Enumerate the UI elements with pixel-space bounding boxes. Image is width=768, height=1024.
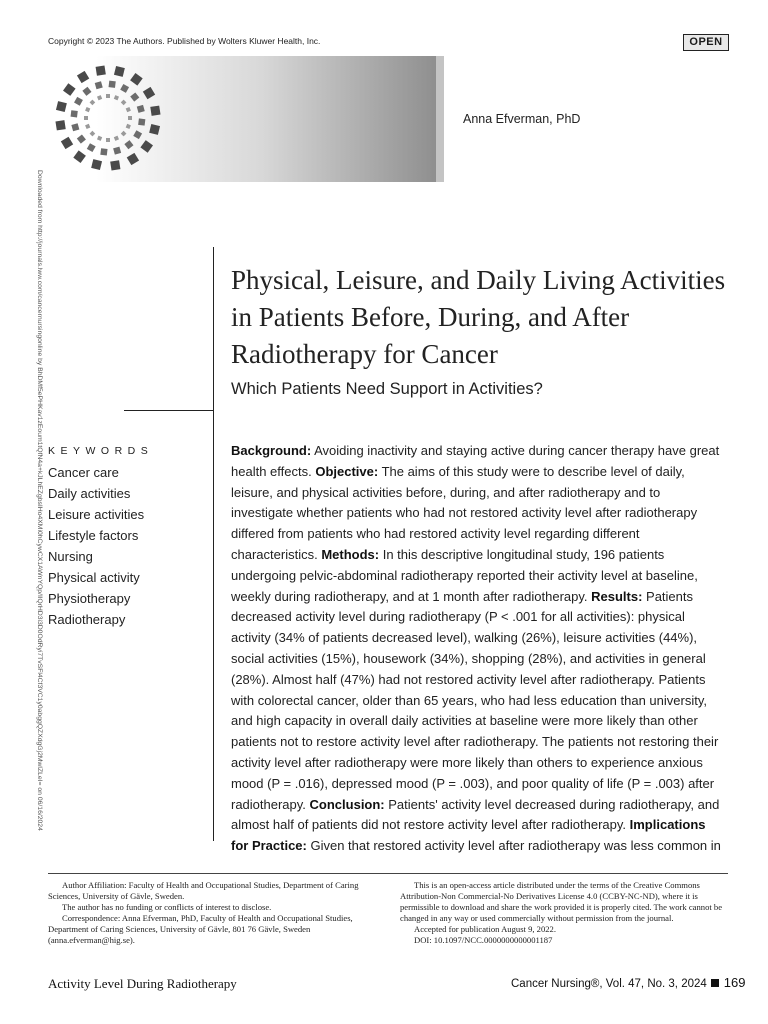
open-access-badge: OPEN	[683, 34, 729, 51]
logo-square	[110, 160, 120, 170]
journal-citation	[511, 975, 745, 990]
logo-square	[127, 153, 139, 165]
background-text: Avoiding inactivity and staying active during cancer therapy have great health effects.	[231, 443, 720, 479]
logo-square	[61, 137, 73, 149]
title-line: in Patients Before, During, and After	[231, 302, 630, 332]
logo-square	[84, 116, 88, 120]
conclusion-label: Conclusion:	[309, 796, 385, 812]
logo-square	[90, 100, 96, 106]
implications-text: Given that restored activity level after radiotherapy was less common in	[306, 838, 721, 854]
results-text: Patients decreased activity level during radiotherapy (P < .001 for all activities): physical activity (34% of patients decreased level), walking (26%), leisure activities (44%), social activities (15%), housework (34%), shopping (28%), and activities in general (28%). Almost half (47%) had not restored activity level after radiotherapy. Patients with colorectal cancer, older than 65 years, who had less education than university, and high capacity in overall daily activities at baseline were more likely than other patients not to restore activity level after radiotherapy. The patients not restoring their activity level after radiotherapy were more likely than others to experience anxious mood (P = .016), depressed mood (P = .003), and poor quality of life (P = .003) after radiotherapy.	[231, 588, 719, 812]
logo-square	[63, 83, 76, 96]
logo-square	[100, 148, 107, 155]
objective-text: The aims of this study were to describe level of daily, leisure, and physical activities before, during, and after radiotherapy and to investigate whether patients who had not restored activity level after radiotherapy differed from patients who had restored activity level regarding different characteristics.	[231, 463, 698, 562]
journal-logo-icon	[40, 56, 176, 180]
logo-square	[73, 150, 86, 163]
logo-square	[96, 65, 106, 75]
logo-square	[114, 95, 119, 100]
page-number: 169	[723, 975, 746, 990]
license-footnotes	[400, 880, 730, 946]
logo-square	[71, 123, 79, 131]
keyword-item: Cancer care	[48, 465, 119, 480]
background-label: Background:	[231, 443, 312, 458]
article-title	[231, 262, 741, 373]
logo-square	[130, 92, 139, 101]
keyword-item: Physiotherapy	[48, 591, 131, 606]
logo-square	[138, 118, 145, 125]
logo-square	[109, 81, 116, 88]
logo-square	[77, 71, 89, 83]
results-label: Results:	[591, 588, 643, 604]
logo-square	[124, 140, 133, 149]
download-notice: Downloaded from http://journals.lww.com/cancernursingonline by BhDMf5ePHKav1zEoum1tQfN4a+kJLhEZgbsIHo4XMi0hCywCX1AWnYQp/IlQrHD3i3D0OdRyi7TvSFl4Cf3VC1y0abggQZXdgGj2MwlZLeI= on 06/16/2024	[36, 170, 43, 831]
logo-square	[149, 124, 160, 135]
footnote-doi: DOI: 10.1097/NCC.0000000000001187	[414, 935, 553, 945]
logo-square	[55, 120, 65, 130]
journal-info: Cancer Nursing®, Vol. 47, No. 3, 2024	[511, 978, 707, 990]
logo-square	[128, 116, 132, 120]
logo-square	[114, 136, 119, 141]
logo-square	[126, 107, 131, 112]
logo-square	[56, 101, 67, 112]
logo-square	[97, 95, 102, 100]
title-line: Radiotherapy for Cancer	[231, 339, 498, 369]
abstract	[231, 441, 721, 857]
logo-square	[90, 131, 96, 137]
logo-square	[126, 124, 131, 129]
logo-square	[74, 97, 83, 106]
logo-square	[85, 107, 90, 112]
keyword-item: Daily activities	[48, 486, 131, 501]
logo-square	[71, 110, 78, 117]
logo-square	[120, 84, 129, 93]
logo-square	[82, 87, 91, 96]
footnote-rule	[48, 873, 728, 874]
keyword-item: Physical activity	[48, 570, 140, 585]
author-footnotes	[48, 880, 378, 946]
keyword-item: Nursing	[48, 549, 93, 564]
footnote-accepted: Accepted for publication August 9, 2022.	[414, 924, 557, 934]
logo-square	[91, 159, 102, 170]
methods-text: In this descriptive longitudinal study, 196 patients undergoing pelvic-abdominal radiotherapy reported their activity level at baseline, weekly during radiotherapy, and at 1 month after radiotherapy.	[231, 546, 698, 604]
implications-label: Implications for Practice:	[231, 817, 706, 854]
logo-square	[121, 131, 127, 137]
logo-square	[140, 140, 153, 153]
running-title: Activity Level During Radiotherapy	[48, 976, 237, 991]
keywords-list	[48, 462, 144, 630]
logo-square	[133, 130, 142, 139]
logo-square	[114, 66, 125, 77]
logo-square	[143, 87, 155, 99]
logo-square	[137, 105, 145, 113]
keyword-item: Lifestyle factors	[48, 528, 139, 543]
logo-square	[77, 134, 86, 143]
logo-square	[87, 143, 96, 152]
footnote-funding: The author has no funding or conflicts of interest to disclose.	[62, 902, 272, 912]
conclusion-text: Patients' activity level decreased during radiotherapy, and almost half of patients did not restore activity level after radiotherapy.	[231, 796, 720, 833]
logo-square	[121, 100, 127, 106]
logo-square	[97, 136, 102, 141]
keyword-item: Leisure activities	[48, 507, 145, 522]
copyright-notice: Copyright © 2023 The Authors. Published by Wolters Kluwer Health, Inc.	[48, 36, 321, 46]
logo-square	[106, 94, 110, 98]
logo-square	[106, 138, 110, 142]
author-name: Anna Efverman, PhD	[463, 112, 581, 126]
logo-square	[150, 106, 160, 116]
methods-label: Methods:	[321, 546, 380, 562]
title-rule	[124, 410, 214, 411]
logo-square	[113, 147, 121, 155]
footnote-correspondence: Correspondence: Anna Efverman, PhD, Faculty of Health and Occupational Studies, Department of Caring Sciences, University of Gävle, 801 76 Gävle, Sweden (anna.efverman@hig.se).	[48, 913, 353, 945]
title-line: Physical, Leisure, and Daily Living Activities	[231, 265, 726, 295]
square-bullet-icon	[711, 979, 719, 987]
header-band-edge	[436, 56, 444, 182]
article-subtitle: Which Patients Need Support in Activities?	[231, 380, 543, 398]
logo-square	[85, 124, 90, 129]
objective-label: Objective:	[315, 463, 379, 479]
footnote-affiliation: Author Affiliation: Faculty of Health and Occupational Studies, Department of Caring Sciences, University of Gävle, Sweden.	[48, 880, 359, 901]
footnote-license: This is an open-access article distributed under the terms of the Creative Commons Attribution-Non Commercial-No Derivatives License 4.0 (CCBY-NC-ND), where it is permissible to download and share the work provided it is properly cited. The work cannot be changed in any way or used commercially without permission from the journal.	[400, 880, 723, 923]
keyword-item: Radiotherapy	[48, 612, 126, 627]
logo-square	[130, 73, 143, 86]
column-divider	[213, 247, 214, 841]
keywords-heading: KEYWORDS	[48, 445, 154, 457]
logo-square	[95, 81, 103, 89]
